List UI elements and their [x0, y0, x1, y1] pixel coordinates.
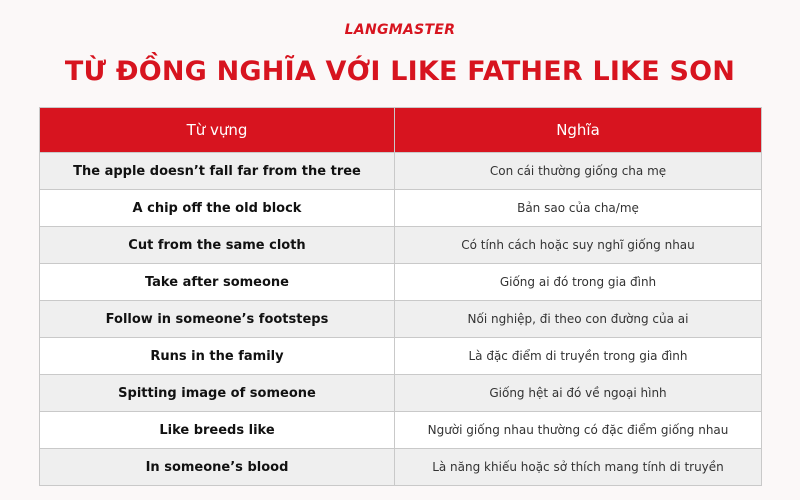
table-row: [40, 338, 762, 375]
meaning-cell: Giống ai đó trong gia đình: [395, 264, 762, 301]
meaning-cell: Con cái thường giống cha mẹ: [395, 153, 762, 190]
term-cell: Spitting image of someone: [40, 375, 395, 412]
term-cell: Follow in someone’s footsteps: [40, 301, 395, 338]
table-row: [40, 375, 762, 412]
meaning-cell: Bản sao của cha/mẹ: [395, 190, 762, 227]
term-cell: Cut from the same cloth: [40, 227, 395, 264]
term-cell: Take after someone: [40, 264, 395, 301]
meaning-cell: Có tính cách hoặc suy nghĩ giống nhau: [395, 227, 762, 264]
table-row: [40, 301, 762, 338]
column-header-vocabulary: Từ vựng: [40, 108, 395, 153]
table-row: [40, 190, 762, 227]
term-cell: In someone’s blood: [40, 449, 395, 486]
synonyms-table: [39, 107, 762, 486]
term-cell: A chip off the old block: [40, 190, 395, 227]
table-row: [40, 227, 762, 264]
synonyms-table-container: [39, 107, 761, 486]
term-cell: Like breeds like: [40, 412, 395, 449]
term-cell: Runs in the family: [40, 338, 395, 375]
table-header-row: [40, 108, 762, 153]
meaning-cell: Giống hệt ai đó về ngoại hình: [395, 375, 762, 412]
meaning-cell: Là năng khiếu hoặc sở thích mang tính di truyền: [395, 449, 762, 486]
table-row: [40, 153, 762, 190]
meaning-cell: Nối nghiệp, đi theo con đường của ai: [395, 301, 762, 338]
table-row: [40, 412, 762, 449]
brand-logo: LANGMASTER: [344, 22, 456, 38]
table-row: [40, 264, 762, 301]
table-row: [40, 449, 762, 486]
meaning-cell: Người giống nhau thường có đặc điểm giống nhau: [395, 412, 762, 449]
term-cell: The apple doesn’t fall far from the tree: [40, 153, 395, 190]
page-title: TỪ ĐỒNG NGHĨA VỚI LIKE FATHER LIKE SON: [64, 56, 736, 87]
meaning-cell: Là đặc điểm di truyền trong gia đình: [395, 338, 762, 375]
column-header-meaning: Nghĩa: [395, 108, 762, 153]
